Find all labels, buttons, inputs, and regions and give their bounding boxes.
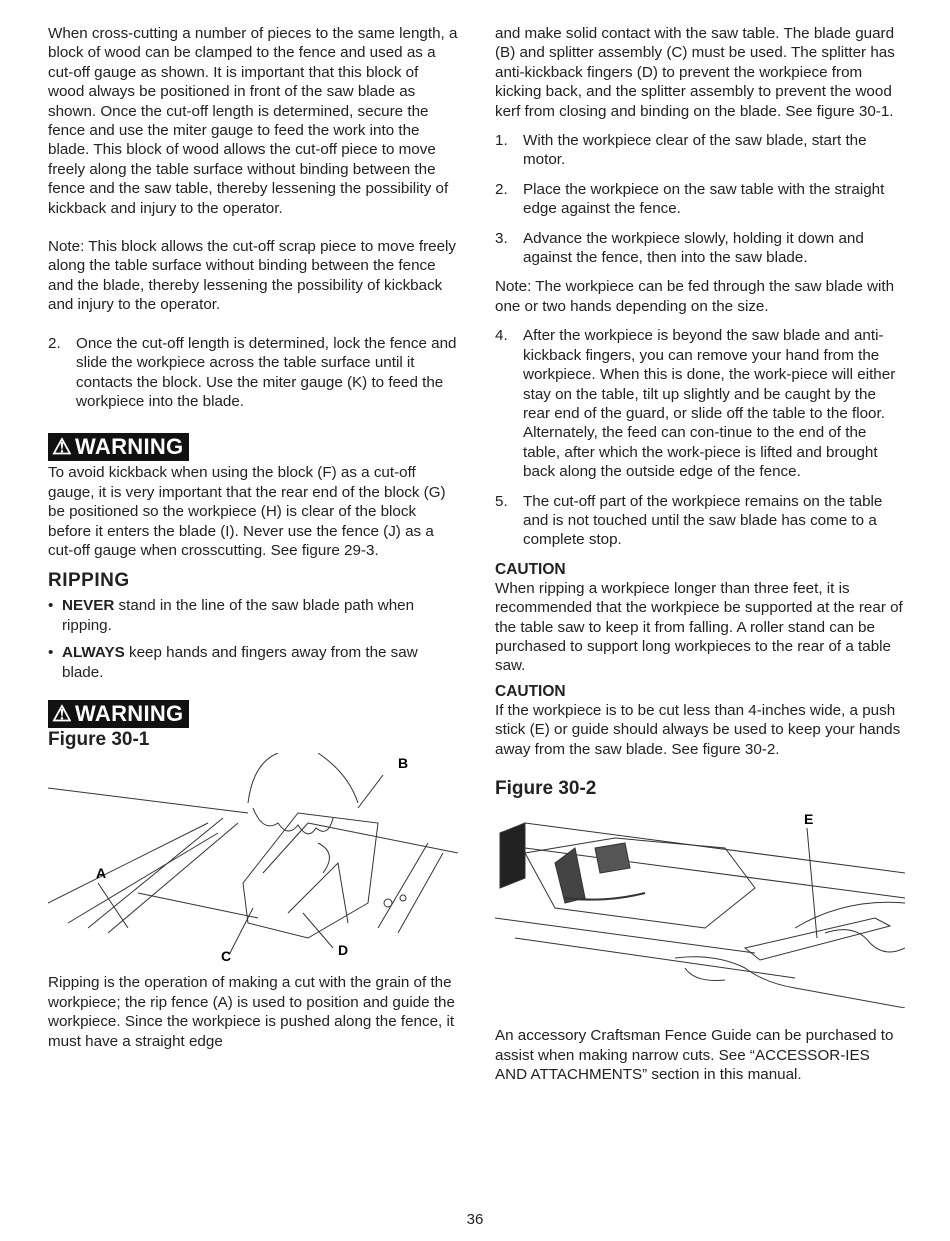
warning-label: WARNING: [75, 434, 184, 460]
step-3: [495, 229, 905, 268]
label-b: B: [398, 755, 409, 772]
step-number: 2.: [48, 334, 61, 352]
figure-30-2-illustration: [495, 808, 905, 1008]
step-number: 5.: [495, 492, 508, 510]
warning-badge-2: [48, 700, 458, 728]
figure-30-1-title: Figure 30-1: [48, 728, 150, 750]
ripping-heading: RIPPING: [48, 570, 130, 592]
label-d: D: [338, 942, 349, 959]
feed-note: Note: The workpiece can be fed through the saw blade with one or two hands depending on the size.: [495, 278, 895, 315]
step-1: [495, 131, 905, 170]
step-number: 2.: [495, 180, 508, 198]
figure-30-2-title: Figure 30-2: [495, 778, 597, 799]
step-text: After the workpiece is beyond the saw blade and anti-kickback fingers, you can remove your hand from the workpiece. When this is done, the work-piece will either stay on the table, tilt up slightly and be caught by the rear end of the guard, or slide off the table to the floor. Alternately, the feed can con-tinue to the end of the table, after which the work-piece is lifted and brought back along the outside edge of the fence.: [523, 327, 896, 481]
page-number: 36: [466, 1211, 484, 1228]
step-5: [495, 492, 905, 550]
warning-triangle-icon: ⚠: [52, 700, 73, 726]
step-text: Advance the workpiece slowly, holding it down and against the fence, then into the saw blade.: [523, 229, 864, 267]
caution-1-text: When ripping a workpiece longer than three feet, it is recommended that the workpiece be supported at the rear of the table saw to keep it from falling. A roller stand can be purchased to support long workpieces to the rear of a table saw.: [495, 579, 903, 675]
step-number: 1.: [495, 132, 508, 150]
caution-2-text: If the workpiece is to be cut less than 4-inches wide, a push stick (E) or guide should always be used to keep your hands away from the saw blade. See figure 30-2.: [495, 701, 901, 758]
bullet-text: stand in the line of the saw blade path when ripping.: [62, 597, 415, 634]
bullet-bold: NEVER: [62, 597, 115, 615]
step-number: 4.: [495, 327, 508, 345]
step-2: [495, 180, 905, 219]
step-number: 3.: [495, 229, 508, 247]
label-e: E: [804, 811, 814, 828]
bullet-text: keep hands and fingers away from the saw blade.: [62, 644, 418, 681]
bullet-always: [48, 643, 458, 682]
crosscut-paragraph: When cross-cutting a number of pieces to the same length, a block of wood can be clamped to the fence and used as a cut-off gauge as shown. It is important that this block of wood always be positioned in front of the saw blade as shown. Once the cut-off length is determined, secure the fence and use the miter gauge to feed the work into the blade. This block of wood allows the cut-off piece to move freely along the table surface without binding between the fence and the saw table, thereby lessening the possibility of kickback and injury to the operator.: [48, 25, 458, 217]
warning-badge-1: [48, 433, 458, 461]
bullet-mark: •: [48, 644, 54, 662]
step-text: The cut-off part of the workpiece remains on the table and is not touched until the saw blade has come to a complete stop.: [523, 492, 883, 549]
step-text: Place the workpiece on the saw table with the straight edge against the fence.: [523, 180, 885, 218]
warning-triangle-icon: ⚠: [52, 434, 73, 460]
left-column: [48, 24, 458, 1051]
right-column: [495, 24, 905, 1085]
bullet-mark: •: [48, 597, 54, 615]
warning-label: WARNING: [75, 700, 184, 726]
bullet-never: [48, 596, 458, 635]
caution-heading-2: CAUTION: [495, 682, 566, 700]
caution-heading-1: CAUTION: [495, 560, 566, 578]
block-note: Note: This block allows the cut-off scrap piece to move freely along the table surface without binding between the fence and the blade, thereby lessening the possibility of kickback and injury to the operator.: [48, 238, 457, 314]
continued-paragraph: and make solid contact with the saw table. The blade guard (B) and splitter assembly (C) must be used. The splitter has anti-kickback fingers (D) to prevent the workpiece from kicking back, and the splitter assembly to prevent the wood kerf from closing and binding on the blade. See figure 30-1.: [495, 25, 895, 120]
warning-1-text: To avoid kickback when using the block (F) as a cut-off gauge, it is very important that the rear end of the block (G) be positioned so the workpiece (H) is clear of the block before it enters the blade (I). Never use the fence (J) as a cut-off gauge when crosscutting. See figure 29-3.: [48, 464, 446, 559]
step-text: Once the cut-off length is determined, lock the fence and slide the workpiece across the table surface until it contacts the block. Use the miter gauge (K) to feed the workpiece into the blade.: [76, 334, 457, 410]
label-a: A: [96, 865, 107, 882]
bullet-bold: ALWAYS: [62, 644, 125, 662]
step-2: [48, 334, 458, 412]
ripping-definition: Ripping is the operation of making a cut with the grain of the workpiece; the rip fence (A) is used to position and guide the workpiece. Since the workpiece is pushed along the fence, it must have a straight edge: [48, 974, 455, 1050]
figure-30-1-illustration: [48, 753, 458, 963]
accessory-paragraph: An accessory Craftsman Fence Guide can be purchased to assist when making narrow cuts. See “ACCESSOR-IES AND ATTACHMENTS” section in this manual.: [495, 1027, 894, 1084]
step-text: With the workpiece clear of the saw blade, start the motor.: [523, 132, 867, 169]
label-c: C: [221, 948, 232, 964]
step-4: [495, 326, 905, 481]
